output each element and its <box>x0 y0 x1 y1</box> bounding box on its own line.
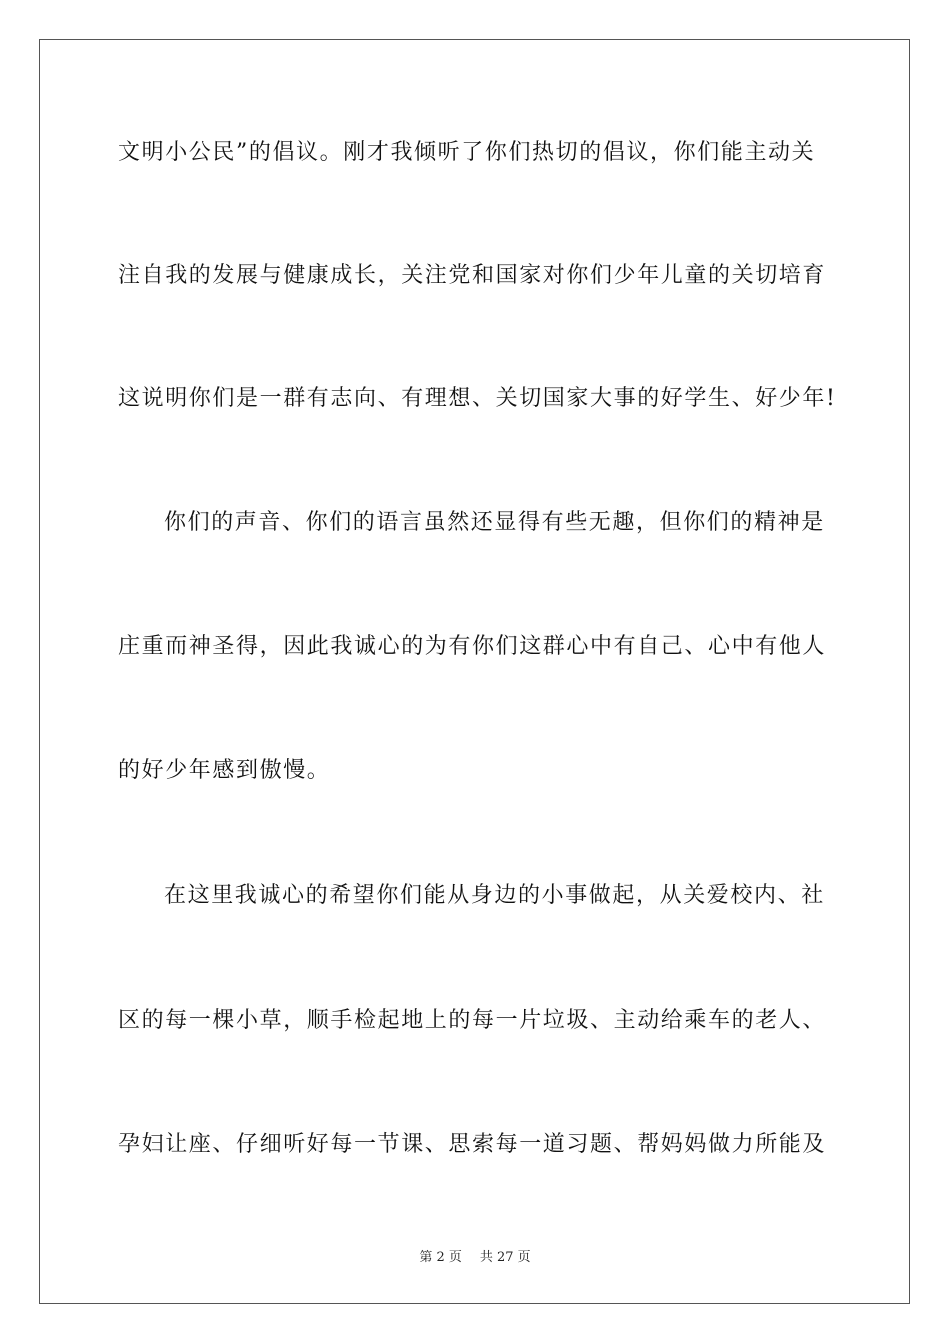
text-line-5: 庄重而神圣得，因此我诚心的为有你们这群心中有自己、心中有他人 <box>118 634 827 659</box>
text-line-6: 的好少年感到傲慢。 <box>118 758 331 783</box>
text-line-8: 区的每一棵小草，顺手检起地上的每一片垃圾、主动给乘车的老人、 <box>118 1008 827 1033</box>
text-line-3: 这说明你们是一群有志向、有理想、关切国家大事的好学生、好少年! <box>118 386 837 411</box>
page-frame <box>39 39 910 1304</box>
page-footer <box>0 1246 950 1265</box>
text-line-1: 文明小公民”的倡议。刚才我倾听了你们热切的倡议，你们能主动关 <box>118 140 816 165</box>
text-line-2: 注自我的发展与健康成长，关注党和国家对你们少年儿童的关切培育 <box>118 263 827 288</box>
page-number: 第 2 页 <box>419 1250 462 1265</box>
text-line-9: 孕妇让座、仔细听好每一节课、思索每一道习题、帮妈妈做力所能及 <box>118 1132 827 1157</box>
paragraph-start-line-4: 你们的声音、你们的语言虽然还显得有些无趣，但你们的精神是 <box>164 510 825 535</box>
paragraph-start-line-7: 在这里我诚心的希望你们能从身边的小事做起，从关爱校内、社 <box>164 883 825 908</box>
page-total: 共 27 页 <box>479 1250 531 1265</box>
